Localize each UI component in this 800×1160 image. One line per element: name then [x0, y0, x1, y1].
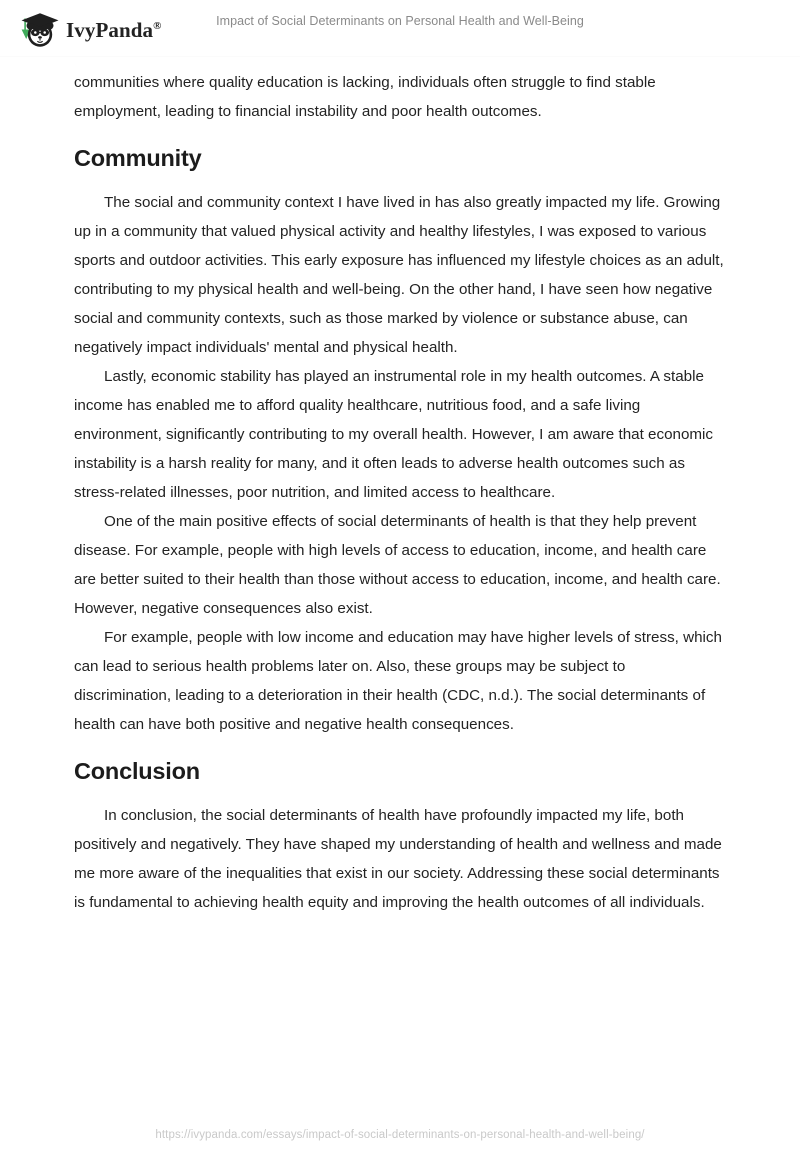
document-body	[74, 68, 726, 917]
header-divider	[0, 56, 800, 57]
body-paragraph: The social and community context I have lived in has also greatly impacted my life. Growing up in a community that valued physical activity and healthy lifestyles, I was exposed to various sports and outdoor activities. This early exposure has influenced my lifestyle choices as an adult, contributing to my physical health and well-being. On the other hand, I have seen how negative social and community contexts, such as those marked by violence or substance abuse, can negatively impact individuals' mental and physical health.	[74, 194, 724, 356]
body-paragraph: Lastly, economic stability has played an instrumental role in my health outcomes. A stable income has enabled me to afford quality healthcare, nutritious food, and a safe living environment, significantly contributing to my overall health. However, I am aware that economic instability is a harsh reality for many, and it often leads to adverse health outcomes such as stress-related illnesses, poor nutrition, and limited access to healthcare.	[74, 368, 714, 501]
registered-trademark-symbol: ®	[153, 19, 162, 32]
page-footer	[0, 1125, 800, 1143]
section-heading: Community	[74, 145, 202, 171]
body-paragraph: communities where quality education is lacking, individuals often struggle to find stable employment, leading to financial instability and poor health outcomes.	[74, 74, 656, 120]
document-running-title: Impact of Social Determinants on Personal Health and Well-Being	[216, 14, 584, 28]
brand-name: IvyPanda®	[66, 17, 162, 42]
source-url-link[interactable]: https://ivypanda.com/essays/impact-of-social-determinants-on-personal-health-and-well-being/	[155, 1129, 645, 1141]
section-heading: Conclusion	[74, 758, 200, 784]
page-header	[0, 0, 800, 56]
body-paragraph: In conclusion, the social determinants of health have profoundly impacted my life, both positively and negatively. They have shaped my understanding of health and wellness and made me more aware of the inequalities that exist in our society. Addressing these social determinants is fundamental to achieving health equity and improving the health outcomes of all individuals.	[74, 807, 722, 911]
body-paragraph: For example, people with low income and education may have higher levels of stress, which can lead to serious health problems later on. Also, these groups may be subject to discrimination, leading to a deterioration in their health (CDC, n.d.). The social determinants of health can have both positive and negative health consequences.	[74, 629, 722, 733]
body-paragraph: One of the main positive effects of social determinants of health is that they help prevent disease. For example, people with high levels of access to education, income, and health care are better suited to their health than those without access to education, income, and health care. However, negative consequences also exist.	[74, 513, 721, 617]
